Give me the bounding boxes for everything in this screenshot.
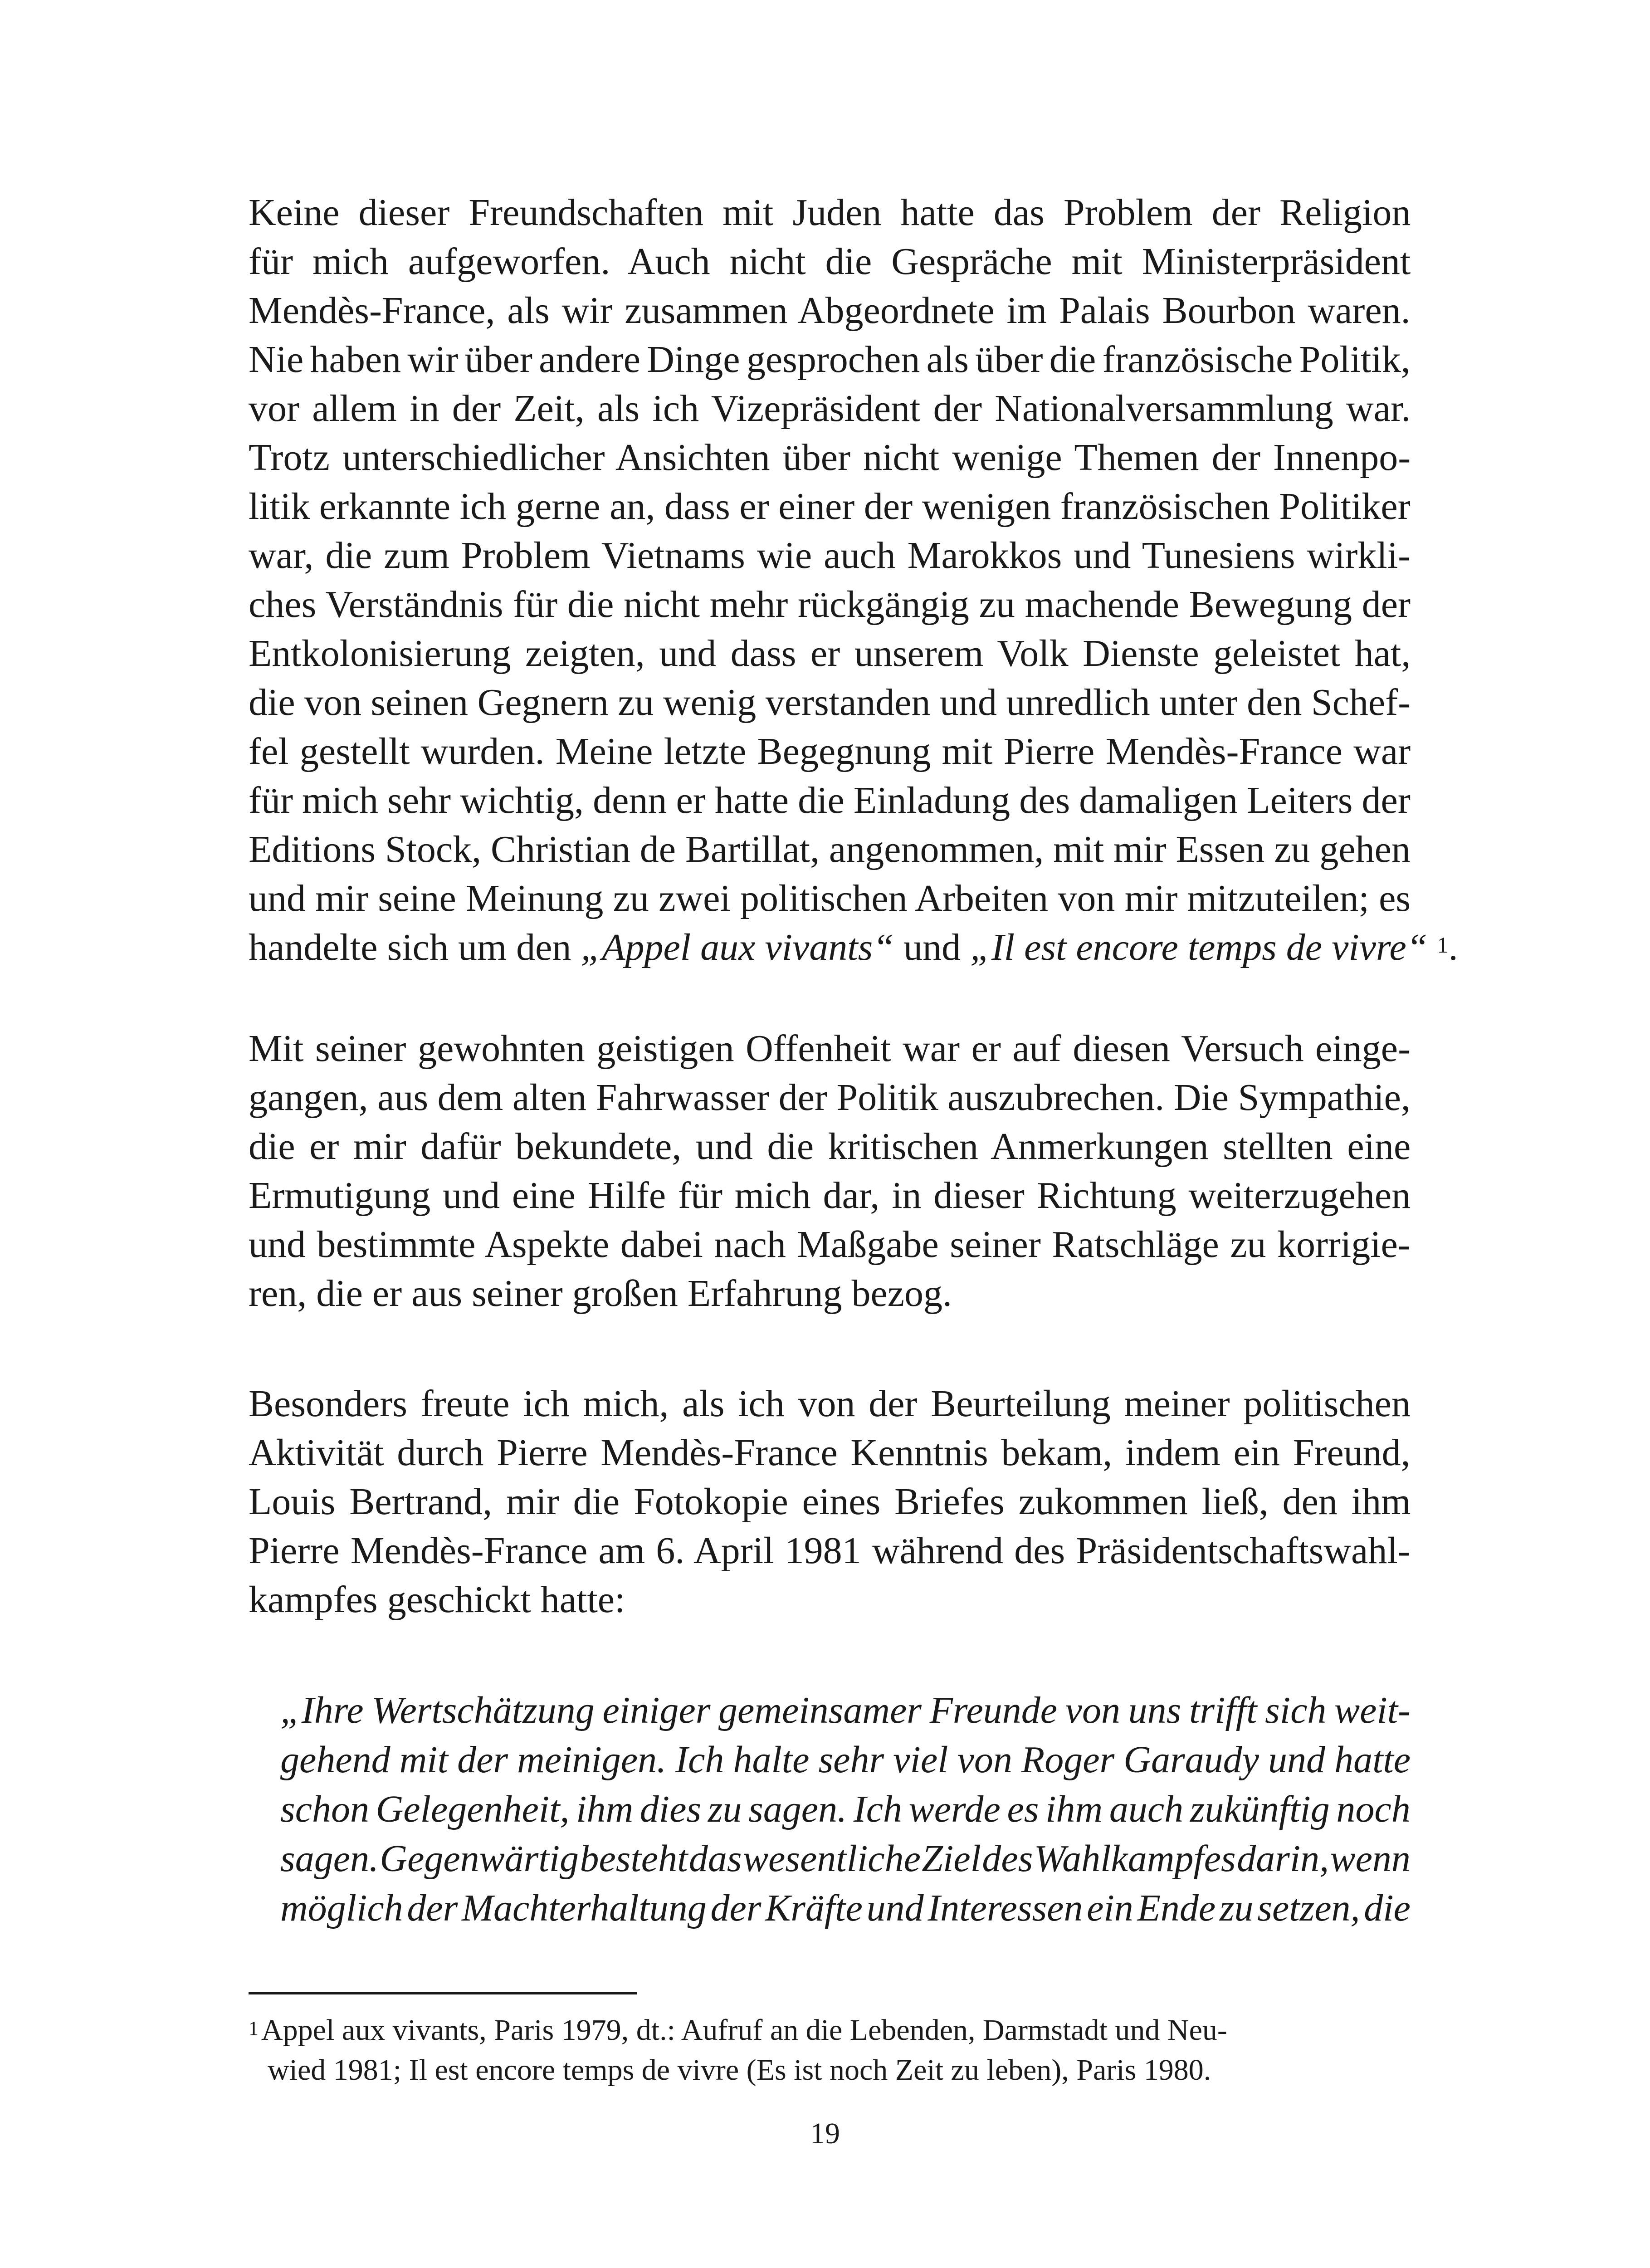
- text-line: Entkolonisierung zeigten, und dass er unserem Volk Dienste geleistet hat,: [249, 632, 1411, 675]
- text-fragment: .: [1448, 926, 1458, 968]
- text-line-last: ren, die er aus seiner großen Erfahrung bezog.: [249, 1272, 952, 1315]
- text-line: Keine dieser Freundschaften mit Juden hatte das Problem der Religion: [249, 191, 1411, 234]
- text-line: und mir seine Meinung zu zwei politischen Arbeiten von mir mitzuteilen; es: [249, 877, 1411, 919]
- text-line: gangen, aus dem alten Fahrwasser der Politik auszubrechen. Die Sympathie,: [249, 1076, 1411, 1119]
- text-line: war, die zum Problem Vietnams wie auch Marokkos und Tunesiens wirkli-: [249, 534, 1411, 577]
- text-line: vor allem in der Zeit, als ich Vizepräsident der Nationalversammlung war.: [249, 387, 1411, 430]
- footnote-mark: 1: [249, 2017, 259, 2039]
- book-title-appel: „Appel aux vivants“: [581, 926, 894, 968]
- text-line: Nie haben wir über andere Dinge gesprochen als über die französische Politik,: [249, 338, 1411, 381]
- footnote-line: [249, 2050, 1337, 2090]
- footnote-line: [249, 2010, 1337, 2050]
- text-line-last: kampfes geschickt hatte:: [249, 1579, 625, 1621]
- text-line: Aktivität durch Pierre Mendès-France Kenntnis bekam, indem ein Freund,: [249, 1432, 1411, 1474]
- text-line: Trotz unterschiedlicher Ansichten über nicht wenige Themen der Innenpo-: [249, 436, 1411, 479]
- text-line: Mendès-France, als wir zusammen Abgeordnete im Palais Bourbon waren.: [249, 289, 1411, 332]
- footnote-reference[interactable]: 1: [1437, 932, 1449, 958]
- footnote-divider: [249, 1992, 637, 1994]
- text-fragment: und: [894, 926, 971, 968]
- quote-line: möglich der Machterhaltung der Kräfte und Interessen ein Ende zu setzen, die: [280, 1887, 1411, 1929]
- text-line: litik erkannte ich gerne an, dass er einer der wenigen französischen Politiker: [249, 485, 1411, 528]
- text-line-last: [249, 923, 1458, 972]
- text-line: für mich sehr wichtig, denn er hatte die Einladung des damaligen Leiters der: [249, 779, 1411, 821]
- footnote: [249, 2010, 1337, 2090]
- text-line: Mit seiner gewohnten geistigen Offenheit war er auf diesen Versuch einge-: [249, 1027, 1411, 1070]
- quote-line: gehend mit der meinigen. Ich halte sehr viel von Roger Garaudy und hatte: [280, 1739, 1411, 1781]
- text-fragment: handelte sich um den: [249, 926, 581, 968]
- text-line: die von seinen Gegnern zu wenig verstanden und unredlich unter den Schef-: [249, 681, 1411, 723]
- footnote-text: wied 1981; Il est encore temps de vivre (Es ist noch Zeit zu leben), Paris 1980.: [268, 2053, 1211, 2087]
- paragraph-3: [249, 1379, 1411, 1624]
- text-line: für mich aufgeworfen. Auch nicht die Gespräche mit Ministerpräsident: [249, 240, 1411, 283]
- page-number: 19: [810, 2117, 840, 2150]
- text-line: Besonders freute ich mich, als ich von der Beurteilung meiner politischen: [249, 1383, 1411, 1425]
- text-line: Louis Bertrand, mir die Fotokopie eines Briefes zukommen ließ, den ihm: [249, 1481, 1411, 1523]
- footnote-text: Appel aux vivants, Paris 1979, dt.: Aufruf an die Lebenden, Darmstadt und Neu-: [261, 2014, 1227, 2047]
- text-line: fel gestellt wurden. Meine letzte Begegnung mit Pierre Mendès-France war: [249, 730, 1411, 772]
- text-line: Pierre Mendès-France am 6. April 1981 während des Präsidentschaftswahl-: [249, 1530, 1411, 1572]
- text-line: Ermutigung und eine Hilfe für mich dar, in dieser Richtung weiterzugehen: [249, 1174, 1411, 1217]
- quote-line: sagen. Gegenwärtig besteht das wesentliche Ziel des Wahlkampfes darin, wenn: [280, 1838, 1411, 1880]
- paragraph-2: [249, 1024, 1411, 1318]
- quote-line: „Ihre Wertschätzung einiger gemeinsamer Freunde von uns trifft sich weit-: [280, 1689, 1411, 1731]
- paragraph-1: [249, 188, 1458, 972]
- book-title-il-est-encore: „Il est encore temps de vivre“: [970, 926, 1428, 968]
- quote-line: schon Gelegenheit, ihm dies zu sagen. Ich werde es ihm auch zukünftig noch: [280, 1788, 1411, 1830]
- text-line: Editions Stock, Christian de Bartillat, angenommen, mit mir Essen zu gehen: [249, 828, 1411, 870]
- text-line: die er mir dafür bekundete, und die kritischen Anmerkungen stellten eine: [249, 1125, 1411, 1168]
- text-line: und bestimmte Aspekte dabei nach Maßgabe seiner Ratschläge zu korrigie-: [249, 1223, 1411, 1266]
- text-line: ches Verständnis für die nicht mehr rückgängig zu machende Bewegung der: [249, 583, 1411, 626]
- letter-quote: [280, 1686, 1411, 1933]
